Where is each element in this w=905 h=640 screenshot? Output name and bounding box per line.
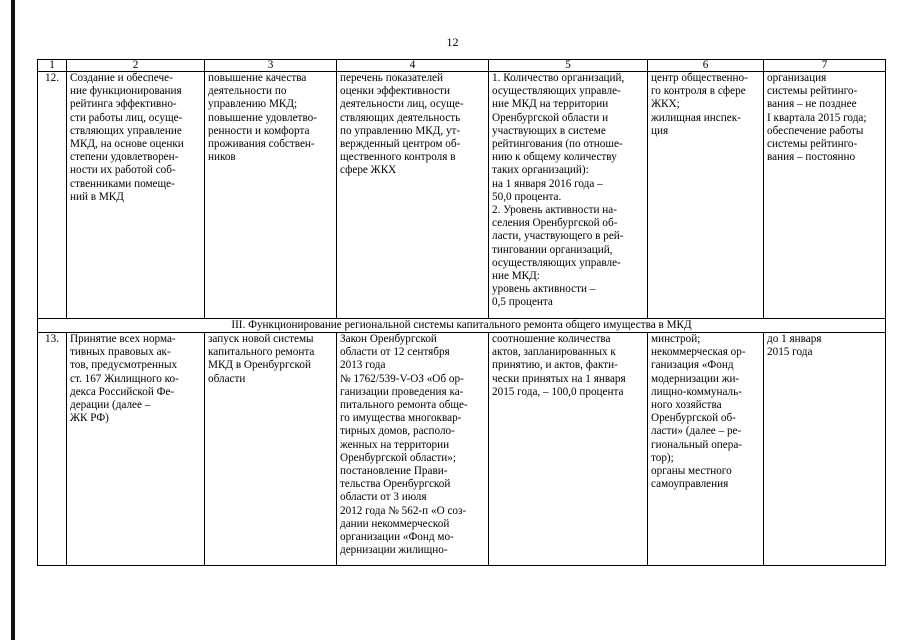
page-number: 12 xyxy=(446,35,459,49)
column-number-row xyxy=(38,60,886,72)
column-number: 4 xyxy=(337,60,489,72)
column-number: 3 xyxy=(205,60,337,72)
document-cell: Закон Оренбургской области от 12 сентября 2013 года № 1762/539-V-ОЗ «Об ор- ганизации проведения ка- питального ремонта обще- го имущества многоквар- тирных домов, располо- женных на территории Оренбургской области»; постановление Прави- тельства Оренбургской области от 3 июля 2012 года № 562-п «О соз- дании некоммерческой организации «Фонд мо- дернизации жилищно- xyxy=(337,333,489,566)
program-table xyxy=(37,59,886,566)
section-title: III. Функционирование региональной системы капитального ремонта общего имущества в МКД xyxy=(38,319,886,333)
responsible-cell: центр общественно- го контроля в сфере ЖКХ; жилищная инспек- ция xyxy=(648,72,764,319)
expected-result-cell: запуск новой системы капитального ремонта МКД в Оренбургской области xyxy=(205,333,337,566)
column-number: 6 xyxy=(648,60,764,72)
row-number: 12. xyxy=(38,72,67,319)
row-number: 13. xyxy=(38,333,67,566)
expected-result-cell: повышение качества деятельности по управлению МКД; повышение удовлетво- ренности и комфорта проживания собствен- ников xyxy=(205,72,337,319)
indicator-cell: 1. Количество организаций, осуществляющих управле- ние МКД на территории Оренбургской области и участвующих в системе рейтингования (по отноше- нию к общему количеству таких организаций): на 1 января 2016 года – 50,0 процента. 2. Уровень активности на- селения Оренбургской об- ласти, участвующего в рей- тинговании организаций, осуществляющих управле- ние МКД: уровень активности – 0,5 процента xyxy=(489,72,648,319)
column-number: 2 xyxy=(67,60,205,72)
responsible-cell: минстрой; некоммерческая ор- ганизация «Фонд модернизации жи- лищно-коммуналь- ного хозяйства Оренбургской об- ласти» (далее – ре- гиональный опера- тор); органы местного самоуправления xyxy=(648,333,764,566)
measure-name-cell: Принятие всех норма- тивных правовых ак- тов, предусмотренных ст. 167 Жилищного ко- декса Российской Фе- дерации (далее – ЖК РФ) xyxy=(67,333,205,566)
column-number: 5 xyxy=(489,60,648,72)
section-heading-row xyxy=(38,319,886,333)
column-number: 1 xyxy=(38,60,67,72)
table-row xyxy=(38,333,886,566)
column-number: 7 xyxy=(764,60,886,72)
measure-name-cell: Создание и обеспече- ние функционирования рейтинга эффективно- сти работы лиц, осуще- ствляющих управление МКД, на основе оценки степени удовлетворен- ности их работой соб- ственниками помеще- ний в МКД xyxy=(67,72,205,319)
indicator-cell: соотношение количества актов, запланированных к принятию, и актов, факти- чески принятых на 1 января 2015 года, – 100,0 процента xyxy=(489,333,648,566)
table-row xyxy=(38,72,886,319)
deadline-cell: организация системы рейтинго- вания – не позднее I квартала 2015 года; обеспечение работы системы рейтинго- вания – постоянно xyxy=(764,72,886,319)
deadline-cell: до 1 января 2015 года xyxy=(764,333,886,566)
document-cell: перечень показателей оценки эффективности деятельности лиц, осуще- ствляющих деятельность по управлению МКД, ут- вержденный центром об- щественного контроля в сфере ЖКХ xyxy=(337,72,489,319)
scan-edge-bar xyxy=(11,0,15,640)
